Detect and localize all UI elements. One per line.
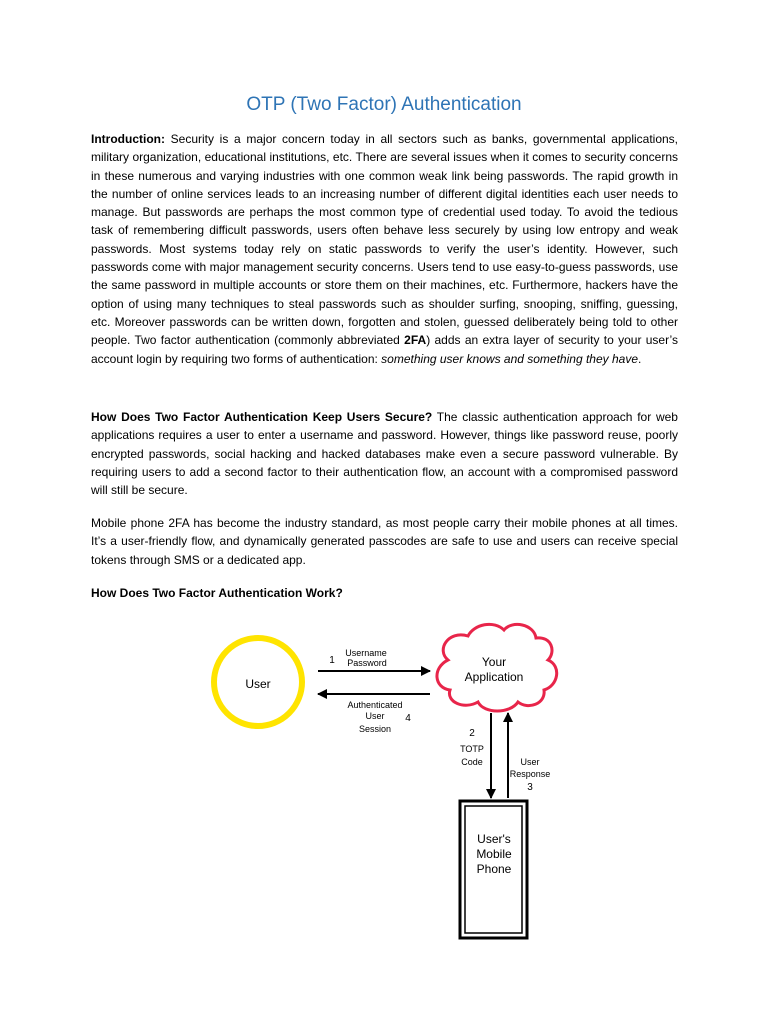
step2-label-line-1: TOTP <box>460 744 484 754</box>
secure-label: How Does Two Factor Authentication Keep Users Secure? <box>91 410 433 424</box>
app-label-line-1: Your <box>481 655 507 669</box>
intro-text-2: ) adds an extra layer of security to your user’s account login by requiring two forms of authentication: <box>91 333 679 366</box>
user-label: User <box>245 677 271 691</box>
intro-italic: something user knows and something they have <box>381 351 638 366</box>
intro-paragraph <box>91 130 678 368</box>
step4-label-line-1: Authenticated <box>347 700 403 710</box>
step4-label-line-3: Session <box>358 724 392 734</box>
phone-label-line-2: Mobile <box>476 847 512 861</box>
step3-number: 3 <box>527 782 533 793</box>
phone-label-line-3: Phone <box>476 862 512 876</box>
app-label-line-2: Application <box>464 670 524 684</box>
step1-label-line-1: Username <box>345 648 387 658</box>
step2-number: 2 <box>469 728 475 739</box>
intro-text: Security is a major concern today in all sectors such as banks, governmental applications, military organization, educational institutions, etc. There are several issues when it comes to security concerns in these numerous and varying industries with one common weak link being passwords. The rapid growth in the number of online services leads to an increasing number of different digital identities each user needs to manage. But passwords are perhaps the most common type of credential used today. To avoid the tedious task of remembering difficult passwords, users often behave less securely by using low entropy and weak passwords. Most systems today rely on static passwords to verify the user’s identity. However, such passwords come with major management security concerns. Users tend to use easy-to-guess passwords, use the same password in multiple accounts or store them on their machines, etc. Furthermore, hackers have the option of using many techniques to steal passwords such as shoulder surfing, snooping, sniffing, guessing, etc. Moreover passwords can be written down, forgotten and stolen, guessed deliberately being told to other people. Two factor authentication (commonly abbreviated <box>91 132 678 348</box>
work-heading: How Does Two Factor Authentication Work? <box>91 586 343 600</box>
mobile-paragraph: Mobile phone 2FA has become the industry standard, as most people carry their mobile phones at all times. It’s a user-friendly flow, and dynamically generated passcodes are safe to use and users can receive special tokens through SMS or a dedicated app. <box>91 516 678 567</box>
authentication-flow-diagram <box>0 600 768 940</box>
secure-text: The classic authentication approach for web applications requires a user to enter a username and password. However, things like password reuse, poorly encrypted passwords, social hacking and hacked databases make even a secure password vulnerable. By requiring users to add a second factor to their authentication flow, an account with a compromised password will still be secure. <box>91 410 678 498</box>
step1-number: 1 <box>329 655 335 666</box>
step3-label-line-2: Response <box>509 769 551 779</box>
intro-end: . <box>638 351 642 366</box>
step3-label-line-1: User <box>520 757 540 767</box>
step1-label-line-2: Password <box>347 658 387 668</box>
intro-abbr: 2FA <box>404 333 427 348</box>
step4-label-line-2: User <box>365 711 385 721</box>
secure-paragraph <box>91 408 678 499</box>
step4-number: 4 <box>405 713 411 724</box>
step2-label-line-2: Code <box>461 757 483 767</box>
document-title: OTP (Two Factor) Authentication <box>246 94 522 115</box>
phone-label-line-1: User's <box>477 832 511 846</box>
intro-label: Introduction: <box>91 132 165 146</box>
